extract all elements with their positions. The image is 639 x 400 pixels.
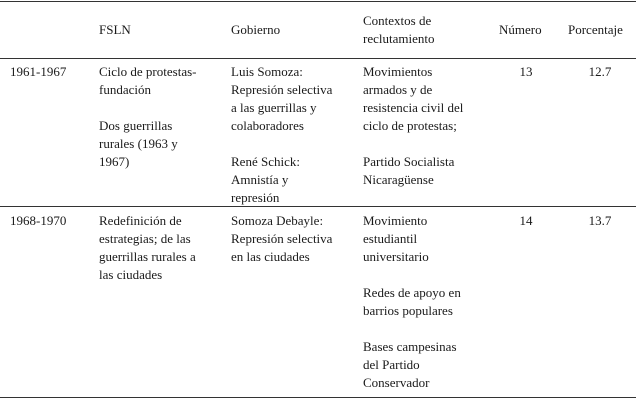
header-contextos	[363, 12, 434, 48]
gobierno-line: Represión selectiva	[231, 82, 333, 97]
fsln-line: 1967)	[99, 154, 130, 169]
contextos-line: Partido Socialista	[363, 154, 455, 169]
fsln-line: las ciudades	[99, 267, 163, 282]
row1-gobierno	[231, 63, 332, 207]
header-rule	[0, 58, 636, 59]
header-contextos-line: Contextos de	[363, 13, 432, 28]
gobierno-line: Amnistía y	[231, 172, 289, 187]
top-rule	[0, 1, 636, 2]
row1-numero: 13	[519, 64, 533, 79]
contextos-line: Movimiento	[363, 213, 428, 228]
row2-fsln	[99, 212, 196, 284]
gobierno-line: en las ciudades	[231, 249, 310, 264]
bottom-rule	[0, 397, 636, 398]
gobierno-line: Somoza Debayle:	[231, 213, 324, 228]
gobierno-line: Represión selectiva	[231, 231, 333, 246]
row1-porcentaje: 12.7	[588, 64, 612, 79]
contextos-line: Movimientos	[363, 64, 433, 79]
header-contextos-line: reclutamiento	[363, 31, 435, 46]
header-fsln: FSLN	[99, 22, 131, 37]
contextos-line: Conservador	[363, 375, 430, 390]
gobierno-line: a las guerrillas y	[231, 100, 317, 115]
fsln-line: fundación	[99, 82, 151, 97]
fsln-line: rurales (1963 y	[99, 136, 178, 151]
fsln-line: Ciclo de protestas-	[99, 64, 197, 79]
contextos-line: resistencia civil del	[363, 100, 464, 115]
fsln-line: Dos guerrillas	[99, 118, 173, 133]
header-numero: Número	[499, 22, 542, 37]
header-porcentaje: Porcentaje	[568, 22, 623, 37]
gobierno-line: René Schick:	[231, 154, 300, 169]
contextos-line: estudiantil	[363, 231, 418, 246]
row2-contextos	[363, 212, 461, 392]
fsln-line: estrategias; de las	[99, 231, 191, 246]
row2-period: 1968-1970	[10, 213, 67, 228]
header-gobierno: Gobierno	[231, 22, 281, 37]
contextos-line: armados y de	[363, 82, 433, 97]
contextos-line: Redes de apoyo en	[363, 285, 461, 300]
fsln-line: guerrillas rurales a	[99, 249, 196, 264]
row2-gobierno	[231, 212, 332, 266]
row2-numero: 14	[519, 213, 533, 228]
contextos-line: Bases campesinas	[363, 339, 457, 354]
contextos-line: universitario	[363, 249, 429, 264]
gobierno-line: Luis Somoza:	[231, 64, 303, 79]
row1-contextos	[363, 63, 463, 189]
row2-porcentaje: 13.7	[588, 213, 612, 228]
row1-fsln	[99, 63, 196, 171]
row1-period: 1961-1967	[10, 64, 67, 79]
fsln-line: Redefinición de	[99, 213, 182, 228]
gobierno-line: represión	[231, 190, 280, 205]
contextos-line: Nicaragüense	[363, 172, 434, 187]
gobierno-line: colaboradores	[231, 118, 304, 133]
contextos-line: del Partido	[363, 357, 420, 372]
contextos-line: barrios populares	[363, 303, 453, 318]
contextos-line: ciclo de protestas;	[363, 118, 457, 133]
